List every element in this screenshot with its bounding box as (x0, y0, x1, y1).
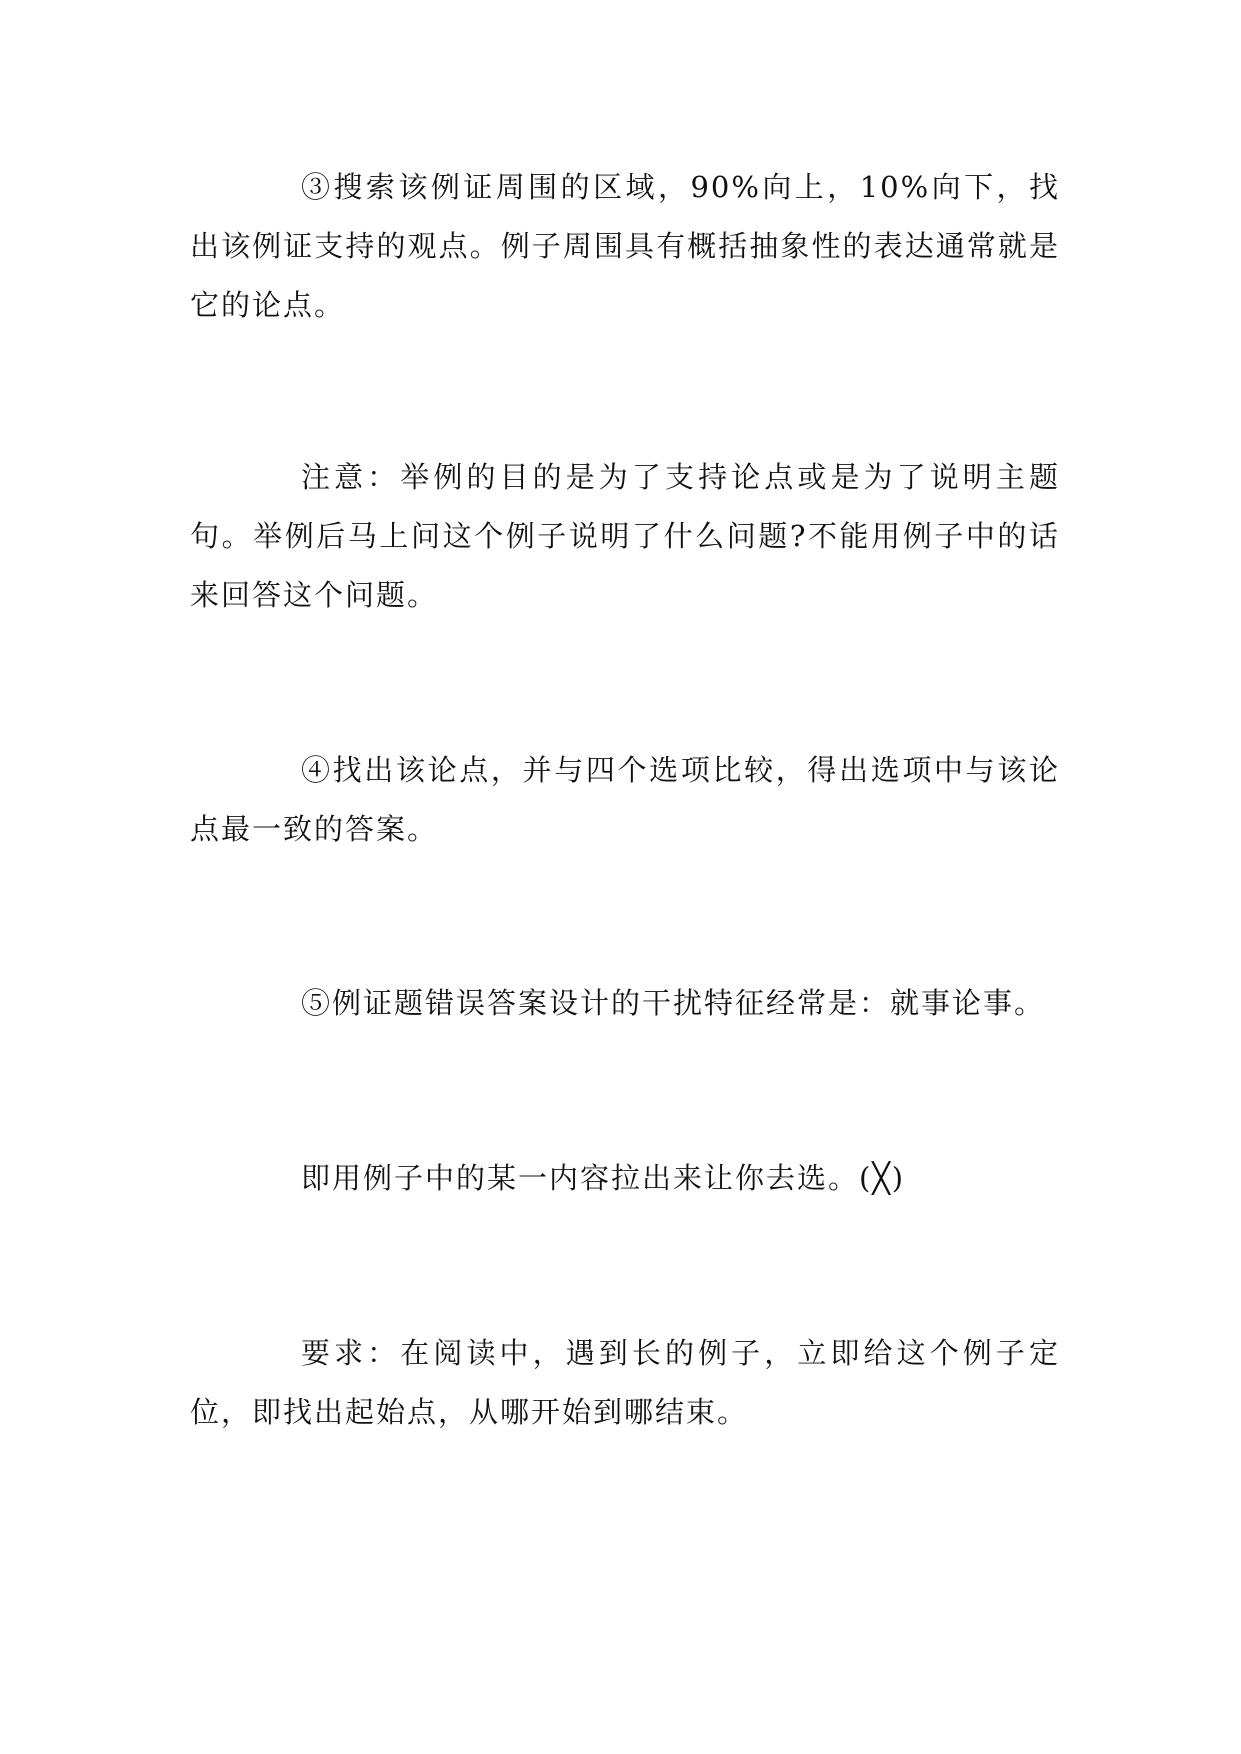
paragraph-requirement: 要求：在阅读中，遇到长的例子，立即给这个例子定位，即找出起始点，从哪开始到哪结束。 (190, 1336, 1060, 1429)
paragraph-distractor-explanation: 即用例子中的某一内容拉出来让你去选。(╳) (301, 1161, 906, 1195)
paragraph-find-argument: ④找出该论点，并与四个选项比较，得出选项中与该论点最一致的答案。 (190, 753, 1060, 846)
paragraph-note: 注意：举例的目的是为了支持论点或是为了说明主题句。举例后马上问这个例子说明了什么问题?不能用例子中的话来回答这个问题。 (190, 460, 1060, 612)
paragraph-distractor-feature: ⑤例证题错误答案设计的干扰特征经常是：就事论事。 (301, 986, 1046, 1020)
paragraph-example-search: ③搜索该例证周围的区域，90%向上，10%向下，找出该例证支持的观点。例子周围具有概括抽象性的表达通常就是它的论点。 (190, 170, 1060, 322)
